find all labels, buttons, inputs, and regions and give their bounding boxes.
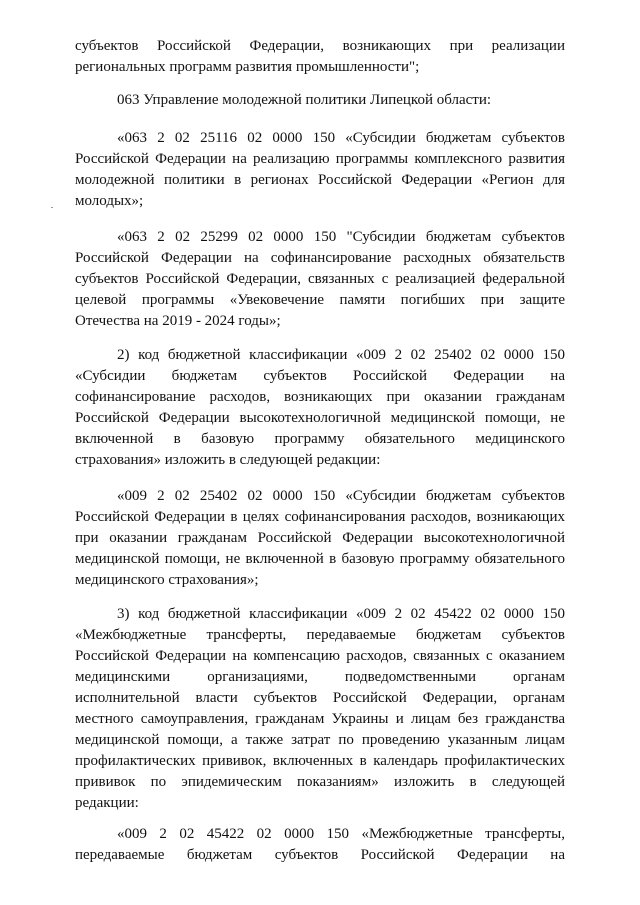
scan-speck — [51, 207, 53, 208]
paragraph-item-2 — [75, 345, 565, 471]
text-line: субъектов Российской Федерации, связанных с реализацией федеральной — [75, 271, 565, 287]
text-line: Отечества на 2019 - 2024 годы»; — [75, 313, 281, 329]
text-line: молодежной политики в регионах Российской Федерации «Регион для — [75, 172, 565, 188]
text-line: исполнительной власти субъектов Российской Федерации, органам — [75, 690, 565, 706]
text-line: Российской Федерации на софинансирование расходных обязательств — [75, 250, 565, 266]
text-line: при оказании гражданам Российской Федерации высокотехнологичной — [75, 530, 565, 546]
text-line: субъектов Российской Федерации, возникающих при реализации — [75, 38, 565, 54]
paragraph-code-063-25116 — [75, 128, 565, 212]
text-line: медицинскими организациями, подведомственными органам — [75, 669, 565, 685]
text-line: профилактических прививок, включенных в календарь профилактических — [75, 753, 565, 769]
text-line: молодых»; — [75, 193, 144, 209]
text-line: редакции: — [75, 795, 139, 811]
paragraph-code-009-45422 — [75, 824, 565, 866]
text-line: прививок по эпидемическим показаниям» изложить в следующей — [75, 774, 565, 790]
paragraph-department-heading — [75, 90, 565, 111]
paragraph-item-3 — [75, 604, 565, 814]
text-line: «009 2 02 25402 02 0000 150 «Субсидии бюджетам субъектов — [117, 488, 565, 504]
text-line: «063 2 02 25116 02 0000 150 «Субсидии бюджетам субъектов — [117, 130, 565, 146]
text-line: страхования» изложить в следующей редакции: — [75, 452, 381, 468]
text-line: медицинского страхования»; — [75, 572, 259, 588]
text-line: Российской Федерации в целях софинансирования расходов, возникающих — [75, 509, 565, 525]
text-line: медицинской помощи, не включенной в базовую программу обязательного — [75, 551, 565, 567]
text-line: передаваемые бюджетам субъектов Российской Федерации на — [75, 847, 565, 863]
text-line: Российской Федерации на компенсацию расходов, связанных с оказанием — [75, 648, 565, 664]
text-line: региональных программ развития промышленности"; — [75, 59, 420, 75]
text-line: «063 2 02 25299 02 0000 150 "Субсидии бюджетам субъектов — [117, 229, 565, 245]
text-line: целевой программы «Увековечение памяти погибших при защите — [75, 292, 565, 308]
text-line: включенной в базовую программу обязательного медицинского — [75, 431, 565, 447]
text-line: 2) код бюджетной классификации «009 2 02 25402 02 0000 150 — [117, 347, 565, 363]
text-line: 063 Управление молодежной политики Липецкой области: — [117, 92, 492, 108]
text-line: местного самоуправления, гражданам Украины и лицам без гражданства — [75, 711, 565, 727]
paragraph-continuation — [75, 36, 565, 78]
paragraph-code-063-25299 — [75, 227, 565, 332]
text-line: Российской Федерации на реализацию программы комплексного развития — [75, 151, 565, 167]
text-line: медицинской помощи, а также затрат по проведению указанным лицам — [75, 732, 565, 748]
text-line: «Межбюджетные трансферты, передаваемые бюджетам субъектов — [75, 627, 565, 643]
paragraph-code-009-25402 — [75, 486, 565, 591]
text-line: «Субсидии бюджетам субъектов Российской Федерации на — [75, 368, 565, 384]
text-line: 3) код бюджетной классификации «009 2 02 45422 02 0000 150 — [117, 606, 565, 622]
text-line: «009 2 02 45422 02 0000 150 «Межбюджетные трансферты, — [117, 826, 565, 842]
text-line: софинансирование расходов, возникающих при оказании гражданам — [75, 389, 565, 405]
text-line: Российской Федерации высокотехнологичной медицинской помощи, не — [75, 410, 565, 426]
